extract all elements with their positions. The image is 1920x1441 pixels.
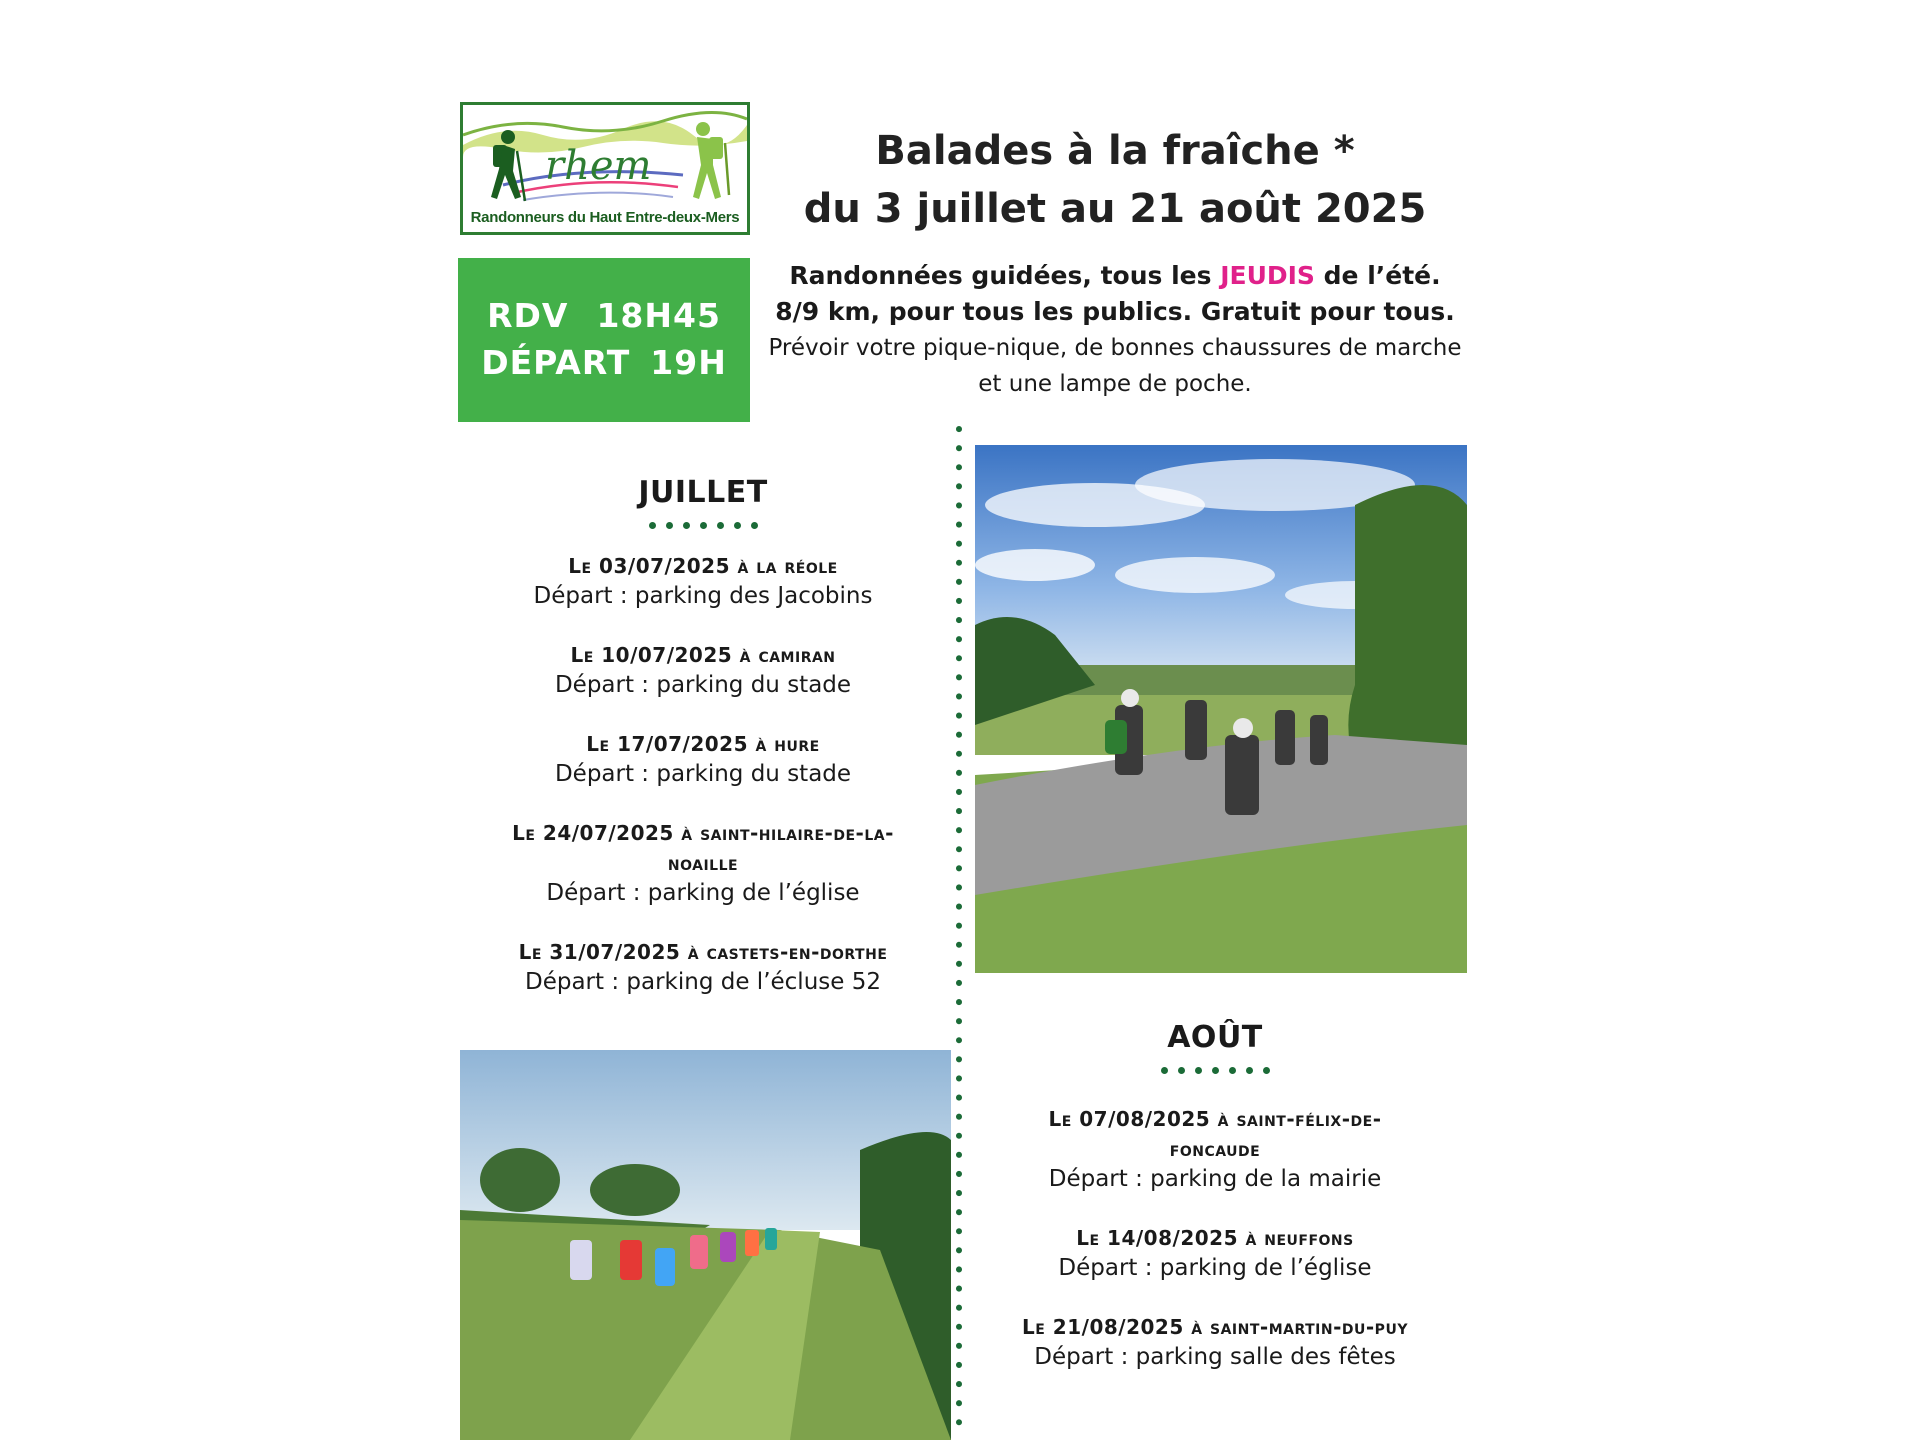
rdv-box	[458, 258, 750, 422]
event-heading: Le 31/07/2025 à castets-en-dorthe	[518, 940, 888, 964]
event-item	[468, 551, 938, 611]
july-events	[468, 551, 938, 997]
event-item	[468, 729, 938, 789]
event-heading: Le 03/07/2025 à la réole	[568, 554, 838, 578]
event-departure: Départ : parking du stade	[554, 672, 852, 698]
intro-line-1-pre: Randonnées guidées, tous les	[789, 261, 1221, 290]
event-heading: Le 07/08/2025 à saint-félix-de-foncaude	[1048, 1107, 1382, 1161]
rdv-label: RDV	[487, 296, 569, 335]
jeudis-highlight: JEUDIS	[1220, 261, 1315, 290]
intro-line-2: 8/9 km, pour tous les publics. Gratuit pour tous.	[775, 297, 1455, 326]
event-heading: Le 10/07/2025 à camiran	[570, 643, 836, 667]
intro-line-3: Prévoir votre pique-nique, de bonnes chaussures de marche	[768, 335, 1462, 361]
intro-line-1	[760, 258, 1470, 294]
july-title: JUILLET	[638, 475, 768, 510]
event-heading: Le 14/08/2025 à neuffons	[1076, 1226, 1354, 1250]
event-departure: Départ : parking de la mairie	[1048, 1166, 1382, 1192]
depart-time: 19H	[650, 343, 727, 382]
event-heading: Le 24/07/2025 à saint-hilaire-de-la-noaille	[512, 821, 894, 875]
intro-line-4: et une lampe de poche.	[978, 371, 1252, 397]
dotted-divider	[953, 425, 965, 1441]
event-item	[468, 937, 938, 997]
event-departure: Départ : parking salle des fêtes	[1034, 1344, 1396, 1370]
july-dots	[468, 522, 938, 529]
event-departure: Départ : parking des Jacobins	[533, 583, 873, 609]
intro-line-1-post: de l’été.	[1314, 261, 1441, 290]
club-logo	[460, 102, 750, 235]
july-section	[468, 475, 938, 1026]
depart-label: DÉPART	[481, 343, 631, 382]
event-departure: Départ : parking du stade	[554, 761, 852, 787]
event-item	[980, 1312, 1450, 1372]
title-line-1: Balades à la fraîche *	[875, 128, 1355, 174]
august-section	[980, 1020, 1450, 1401]
august-dots	[980, 1067, 1450, 1074]
event-departure: Départ : parking de l’écluse 52	[525, 969, 881, 995]
hiker-right-icon	[693, 122, 729, 199]
page-title	[760, 122, 1470, 238]
event-item	[468, 818, 938, 908]
intro-text	[760, 258, 1470, 402]
event-heading: Le 17/07/2025 à hure	[586, 732, 820, 756]
august-events	[980, 1104, 1450, 1372]
event-departure: Départ : parking de l’église	[546, 880, 860, 906]
event-item	[980, 1104, 1450, 1194]
logo-caption: Randonneurs du Haut Entre-deux-Mers	[470, 209, 740, 226]
event-item	[468, 640, 938, 700]
photo-hikers-vineyard	[460, 1050, 951, 1440]
event-item	[980, 1223, 1450, 1283]
logo-brand: rhem	[545, 143, 652, 189]
august-title: AOÛT	[1167, 1020, 1263, 1055]
rdv-time: 18H45	[596, 296, 721, 335]
event-heading: Le 21/08/2025 à saint-martin-du-puy	[1022, 1315, 1408, 1339]
title-line-2: du 3 juillet au 21 août 2025	[803, 186, 1427, 232]
photo-hikers-road	[975, 445, 1467, 973]
event-departure: Départ : parking de l’église	[1058, 1255, 1372, 1281]
